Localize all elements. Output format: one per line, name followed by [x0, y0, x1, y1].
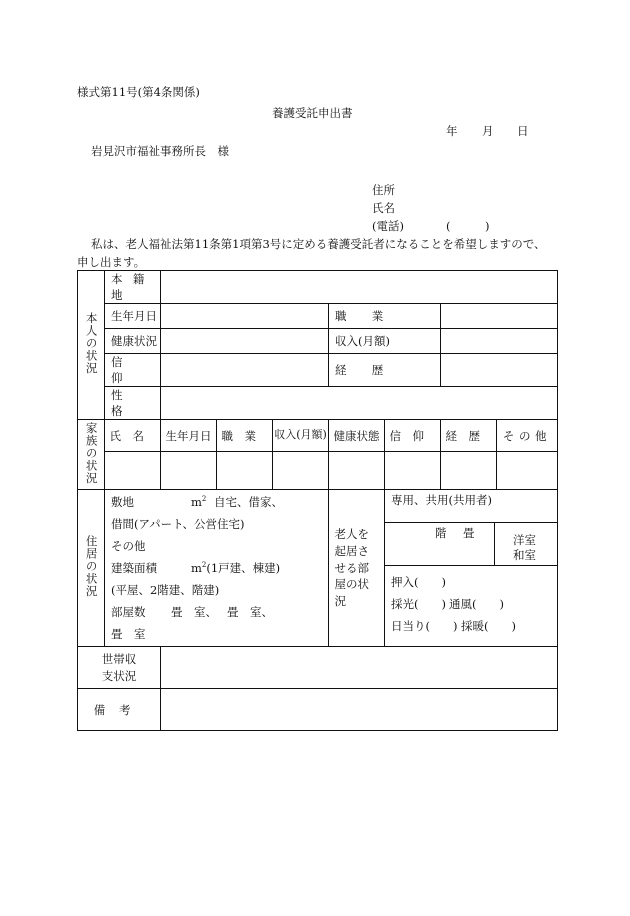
floor-label: 階: [435, 526, 447, 540]
family-col-income: 収入(月額): [273, 420, 329, 452]
ventilation-label: 通風( ): [449, 597, 504, 611]
date-year-label: 年: [446, 124, 458, 138]
lighting-label: 採光( ): [391, 597, 446, 611]
exclusive-shared-label: 専用、共用(共用者): [391, 493, 492, 507]
tatami-room-3: 畳 室: [111, 627, 146, 641]
career-field[interactable]: [441, 354, 558, 387]
phone-label: (電話): [372, 219, 404, 233]
housing-section-header: 住居の状況: [78, 490, 105, 647]
body-line-2: 申し出ます。: [77, 255, 146, 269]
family-income-field[interactable]: [273, 452, 329, 490]
tatami-label: 畳: [463, 526, 475, 540]
land-label: 敷地: [111, 495, 134, 509]
honseki-field[interactable]: [161, 271, 558, 304]
closet-label: 押入( ): [391, 575, 446, 589]
household-header: 世帯収支状況: [78, 647, 161, 689]
career-label: 経歴: [329, 354, 441, 387]
occupation-field[interactable]: [441, 304, 558, 329]
date-day-label: 日: [517, 124, 529, 138]
land-m2-unit: m: [191, 495, 202, 509]
heating-label: 採暖( ): [461, 619, 516, 633]
sunlight-label: 日当り( ): [391, 619, 458, 633]
body-line-1: 私は、老人福祉法第11条第1項第3号に定める養護受託者になることを希望しますので、: [91, 237, 546, 251]
family-col-occupation: 職業: [217, 420, 273, 452]
family-col-career: 経歴: [441, 420, 497, 452]
family-col-religion: 信仰: [385, 420, 441, 452]
phone-paren: ( ): [446, 219, 490, 233]
birthdate-label: 生年月日: [105, 304, 161, 329]
rental-label: 借間(アパート、公営住宅): [111, 517, 245, 531]
family-col-name: 氏名: [105, 420, 161, 452]
personality-label: 性格: [105, 387, 161, 420]
address-label: 住所: [372, 183, 395, 197]
birthdate-field[interactable]: [161, 304, 329, 329]
family-col-birthdate: 生年月日: [161, 420, 217, 452]
form-number: 様式第11号(第4条関係): [77, 85, 200, 99]
health-label: 健康状況: [105, 329, 161, 354]
personality-field[interactable]: [161, 387, 558, 420]
honseki-label: 本籍地: [105, 271, 161, 304]
tatami-room-1: 畳 室、: [171, 605, 217, 619]
family-religion-field[interactable]: [385, 452, 441, 490]
rooms-label: 部屋数: [111, 605, 146, 619]
own-rent-label: 自宅、借家、: [214, 495, 284, 509]
family-other-field[interactable]: [497, 452, 558, 490]
addressee: 岩見沢市福祉事務所長 様: [91, 144, 229, 158]
application-form-table: [77, 270, 558, 731]
elder-room-header: 老人を起居させる部屋の状況: [329, 490, 385, 647]
housing-details: 敷地 $m^2$ 自宅、借家、 借間(アパート、公営住宅) その他 建築面積 $m^2(1$戸建、棟建) (平屋、2階建、階建) 部屋数 畳 室、 畳 室、 畳 室: [105, 490, 329, 647]
family-name-field[interactable]: [105, 452, 161, 490]
family-section-header: 家族の状況: [78, 420, 105, 490]
building-type-label: (1戸建、棟建): [206, 561, 281, 575]
family-col-health: 健康状態: [329, 420, 385, 452]
document-title: 養護受託申出書: [272, 106, 353, 120]
date-month-label: 月: [482, 124, 494, 138]
income-label: 収入(月額): [329, 329, 441, 354]
occupation-label: 職業: [329, 304, 441, 329]
family-career-field[interactable]: [441, 452, 497, 490]
income-field[interactable]: [441, 329, 558, 354]
family-occupation-field[interactable]: [217, 452, 273, 490]
floor-room-box: [385, 522, 557, 566]
health-field[interactable]: [161, 329, 329, 354]
remarks-field[interactable]: [161, 689, 558, 731]
name-label: 氏名: [372, 201, 395, 215]
western-room-label: 洋室: [513, 533, 536, 547]
remarks-header: 備考: [78, 689, 161, 731]
other-housing-label: その他: [111, 539, 146, 553]
japanese-room-label: 和室: [513, 548, 536, 562]
household-field[interactable]: [161, 647, 558, 689]
family-health-field[interactable]: [329, 452, 385, 490]
religion-label: 信仰: [105, 354, 161, 387]
elder-room-details: [385, 490, 558, 647]
self-section-header: 本人の状況: [78, 271, 105, 420]
family-birthdate-field[interactable]: [161, 452, 217, 490]
tatami-room-2: 畳 室、: [227, 605, 273, 619]
family-col-other: その他: [497, 420, 558, 452]
stories-label: (平屋、2階建、階建): [111, 583, 220, 597]
floor-area-label: 建築面積: [111, 561, 157, 575]
religion-field[interactable]: [161, 354, 329, 387]
floor-area-m2-unit: m: [191, 561, 202, 575]
